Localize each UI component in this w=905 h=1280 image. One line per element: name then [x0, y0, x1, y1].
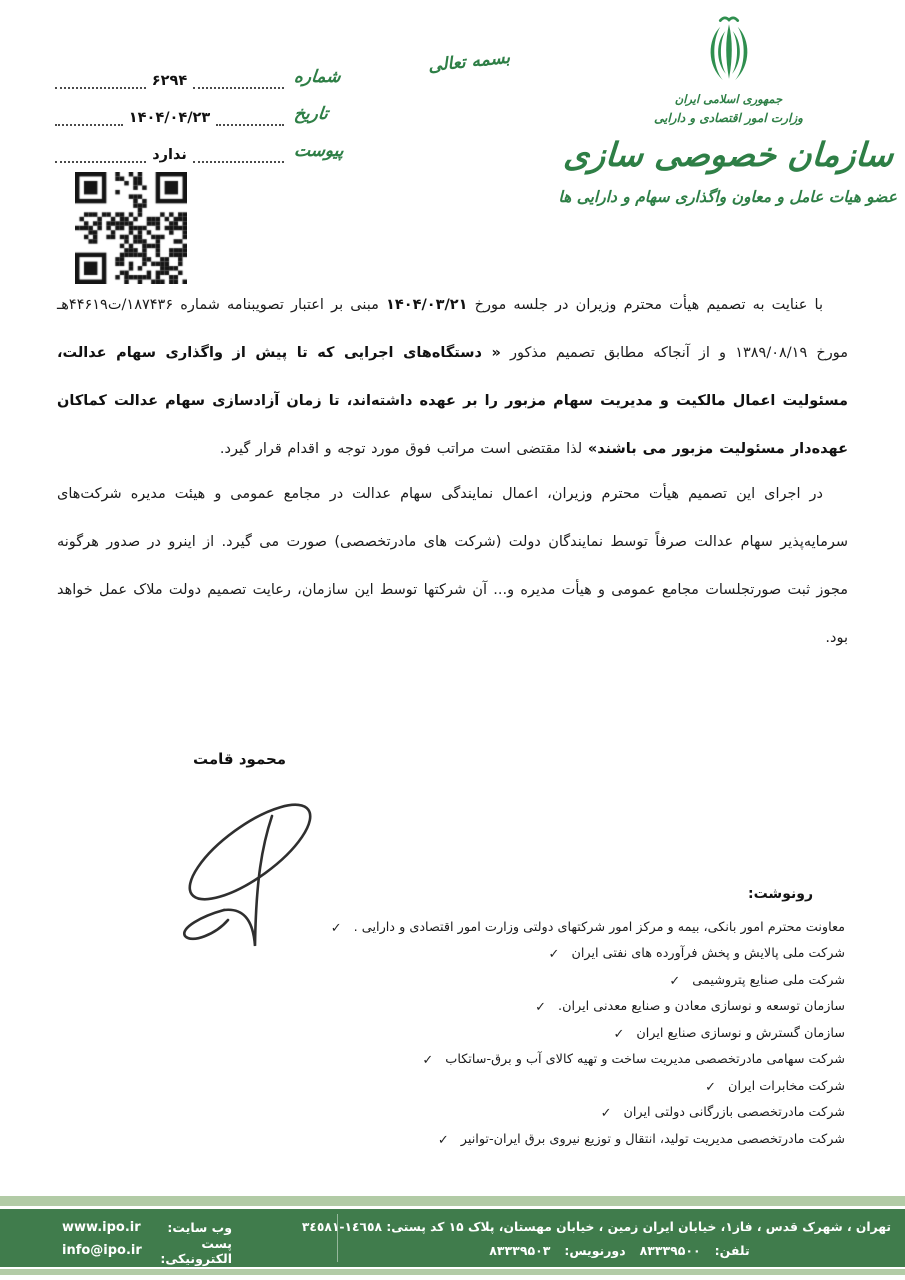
letter-number-label: شماره: [293, 67, 342, 87]
cc-recipient: شرکت مخابرات ایران: [728, 1078, 845, 1094]
website-label: وب سایت:: [167, 1220, 232, 1235]
cc-list-item: [300, 1073, 845, 1100]
footer-contact-address: [301, 1216, 891, 1262]
cc-recipient: شرکت مادرتخصصی مدیریت تولید، انتقال و توزیع نیروی برق ایران-توانیر: [460, 1131, 845, 1147]
checkmark-icon: ✓: [437, 1132, 449, 1148]
dotted-line: [216, 120, 284, 126]
cc-recipient: شرکت سهامی مادرتخصصی مدیریت ساخت و تهیه کالای آب و برق-ساتکاب: [445, 1052, 845, 1068]
checkmark-icon: ✓: [669, 973, 681, 989]
reference-block: [55, 52, 350, 163]
cc-recipient: سازمان توسعه و نوسازی معادن و صنایع معدنی ایران.: [558, 999, 845, 1015]
dotted-line: [193, 83, 284, 89]
p1-text: مبنی بر اعتبار تصویبنامه شماره ۱۸۷۴۳۶/ت۴۴۶۱۹هـ مورخ ۱۳۸۹/۰۸/۱۹ و از آنجاکه مطابق تصمیم مذکور: [57, 297, 848, 361]
body-paragraph-1: [57, 281, 848, 473]
fax-number: ۸۳۳۳۹۵۰۳: [489, 1243, 551, 1258]
cc-list-item: [300, 1047, 845, 1074]
dotted-line: [193, 157, 284, 163]
phone-number: ۸۳۳۳۹۵۰۰: [639, 1243, 701, 1258]
besmele-invocation: بسمه تعالی: [427, 47, 512, 77]
letter-attachment-line: [55, 147, 284, 163]
p1-text: با عنایت به تصمیم هیأت محترم وزیران در جلسه مورخ: [467, 297, 823, 313]
cc-list-item: [300, 1020, 845, 1047]
cc-list-item: [300, 941, 845, 968]
cc-list-item: [300, 994, 845, 1021]
phone-label: تلفن:: [714, 1243, 750, 1258]
footer-email-row: [62, 1235, 232, 1266]
letter-attachment-value: ندارد: [152, 147, 187, 163]
cc-header: رونوشت:: [748, 886, 813, 902]
letter-number-row: [55, 52, 350, 89]
p2-text: در اجرای این تصمیم هیأت محترم وزیران، اعمال نمایندگی سهام عدالت در مجامع عمومی و هیئت مدیره شرکت‌های سرمایه‌پذیر سهام عدالت صرفاً توسط نمایندگان دولت (شرکت های مادرتخصصی) صورت می گیرد. از اینرو در صدور هرگونه مجوز ثبت صورتجلسات مجامع عمومی و هیأت مدیره و... آن شرکتها توسط این سازمان، رعایت تصمیم دولت ملاک عمل خواهد بود.: [57, 486, 848, 646]
iran-emblem-icon: [698, 12, 760, 88]
dotted-line: [55, 157, 146, 163]
letter-date-row: [55, 89, 350, 126]
postal-address: تهران ، شهرک قدس ، فاز۱، خیابان ایران زمین ، خیابان مهستان، پلاک ۱۵ کد پستی:: [386, 1220, 891, 1234]
cc-list-item: [300, 967, 845, 994]
email-address: info@ipo.ir: [62, 1243, 142, 1258]
footer-address-row: [301, 1216, 891, 1239]
letter-number-line: [55, 73, 284, 89]
cc-list-item: [300, 1100, 845, 1127]
p1-quoted-clause: « دستگاه‌های اجرایی که تا پیش از واگذاری سهام عدالت، مسئولیت اعمال مالکیت و مدیریت سهام مزبور را بر عهده داشته‌اند، تا زمان آزادسازی سهام عدالت کماکان عهده‌دار مسئولیت مزبور می باشند»: [57, 345, 848, 457]
cc-list-item: [300, 1126, 845, 1153]
body-paragraph-2: [57, 470, 848, 662]
letterhead: [560, 12, 897, 206]
footer-contact-web: [62, 1216, 232, 1266]
letterhead-country: جمهوری اسلامی ایران: [674, 92, 783, 106]
cc-list: [300, 914, 845, 1153]
letter-number-value: ۶۲۹۴: [151, 73, 188, 89]
email-label: پست الکترونیکی:: [160, 1235, 232, 1266]
letterhead-signer-title: عضو هیات عامل و معاون واگذاری سهام و دارایی ها: [558, 188, 897, 206]
fax-label: دورنویس:: [564, 1243, 626, 1258]
checkmark-icon: ✓: [600, 1106, 612, 1122]
checkmark-icon: ✓: [548, 947, 560, 963]
letterhead-ministry: وزارت امور اقتصادی و دارایی: [654, 111, 803, 125]
letterhead-organization-title: سازمان خصوصی سازی: [562, 135, 895, 174]
cc-recipient: سازمان گسترش و نوسازی صنایع ایران: [636, 1025, 845, 1041]
footer-accent-bar-bottom: [0, 1269, 905, 1275]
checkmark-icon: ✓: [422, 1053, 434, 1069]
signer-name: محمود قامت: [193, 750, 287, 768]
checkmark-icon: ✓: [613, 1026, 625, 1042]
cc-recipient: شرکت مادرتخصصی بازرگانی دولتی ایران: [623, 1105, 845, 1121]
checkmark-icon: ✓: [535, 1000, 547, 1016]
checkmark-icon: ✓: [330, 920, 342, 936]
cc-recipient: معاونت محترم امور بانکی، بیمه و مرکز امور شرکتهای دولتی وزارت امور اقتصادی و دارایی .: [353, 919, 845, 935]
footer-phone-row: [348, 1239, 891, 1262]
website-url: www.ipo.ir: [62, 1220, 141, 1235]
qr-code: [75, 172, 187, 284]
dotted-line: [55, 120, 123, 126]
cc-recipient: شرکت ملی پالایش و پخش فرآورده های نفتی ایران: [571, 946, 845, 962]
letter-date-label: تاریخ: [293, 104, 329, 124]
postal-code: ١٤٦٥٨-٣٤٥٨١: [301, 1220, 383, 1234]
letter-attachment-label: پیوست: [293, 141, 345, 161]
p1-text: لذا مقتضی است مراتب فوق مورد توجه و اقدام قرار گیرد.: [219, 441, 588, 457]
letter-attachment-row: [55, 126, 350, 163]
checkmark-icon: ✓: [705, 1079, 717, 1095]
cc-recipient: شرکت ملی صنایع پتروشیمی: [692, 972, 845, 988]
footer-accent-bar-top: [0, 1196, 905, 1206]
letter-date-line: [55, 110, 284, 126]
p1-decision-date: ۱۴۰۴/۰۳/۲۱: [386, 297, 468, 313]
cc-list-item: [300, 914, 845, 941]
dotted-line: [55, 83, 146, 89]
letter-date-value: ۱۴۰۴/۰۴/۲۳: [128, 110, 211, 126]
